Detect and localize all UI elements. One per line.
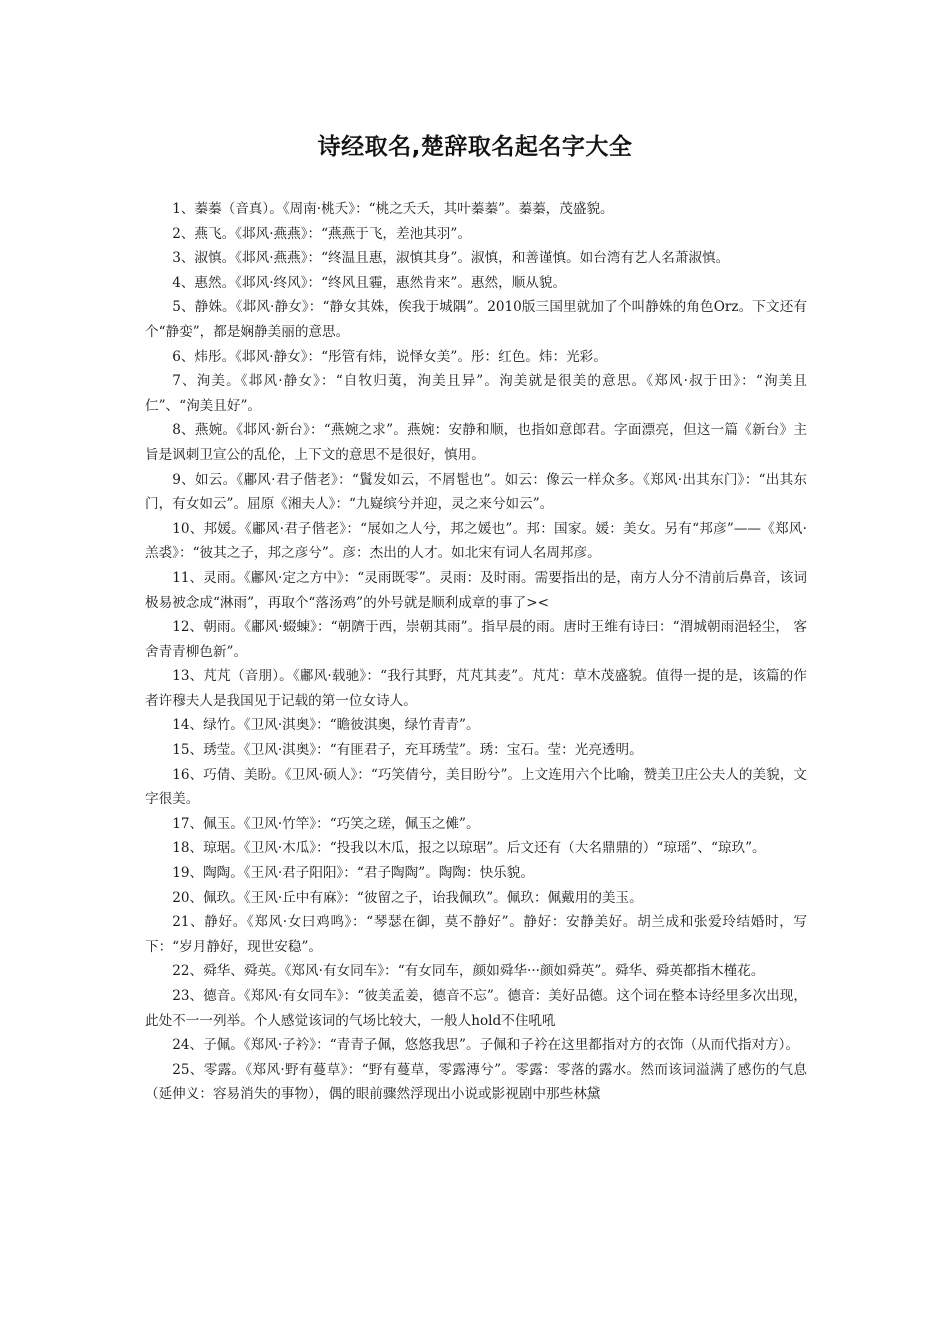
paragraph: 4、惠然。《邶风·终风》：“终风且霾，惠然肯来”。惠然，顺从貌。 bbox=[172, 274, 567, 291]
page-title: 诗经取名,楚辞取名起名字大全 bbox=[317, 134, 633, 160]
paragraph: 5、静姝。《邶风·静女》：“静女其姝，俟我于城隅”。2010版三国里就加了个叫静姝的角色Orz。下文还有个“静娈”，都是娴静美丽的意思。 bbox=[145, 299, 807, 340]
paragraph: 14、绿竹。《卫风·淇奥》：“瞻彼淇奥，绿竹青青”。 bbox=[172, 717, 480, 734]
paragraph: 16、巧倩、美盼。《卫风·硕人》：“巧笑倩兮，美目盼兮”。上文连用六个比喻，赞美卫庄公夫人的美貌，文字很美。 bbox=[145, 766, 807, 808]
paragraph: 19、陶陶。《王风·君子阳阳》：“君子陶陶”。陶陶：快乐貌。 bbox=[172, 865, 534, 882]
paragraph: 10、邦媛。《鄘风·君子偕老》：“展如之人兮，邦之媛也”。邦：国家。媛：美女。另有“邦彦”——《郑风·羔裘》：“彼其之子，邦之彦兮”。彦：杰出的人才。如北宋有词人名周邦彦。 bbox=[145, 520, 807, 562]
paragraph: 25、零露。《郑风·野有蔓草》：“野有蔓草，零露漙兮”。零露：零落的露水。然而该词溢满了感伤的气息（延伸义：容易消失的事物），偶的眼前骤然浮现出小说或影视剧中那些林黛 bbox=[145, 1061, 807, 1103]
paragraph: 11、灵雨。《鄘风·定之方中》：“灵雨既零”。灵雨：及时雨。需要指出的是，南方人分不清前后鼻音，该词极易被念成“淋雨”，再取个“落汤鸡”的外号就是顺利成章的事了>< bbox=[145, 569, 807, 611]
paragraph: 7、洵美。《邶风·静女》：“自牧归荑，洵美且异”。洵美就是很美的意思。《郑风·叔于田》：“洵美且仁”、“洵美且好”。 bbox=[145, 373, 807, 414]
paragraph: 18、琼琚。《卫风·木瓜》：“投我以木瓜，报之以琼琚”。后文还有（大名鼎鼎的）“琼瑶”、“琼玖”。 bbox=[172, 840, 766, 857]
paragraph: 20、佩玖。《王风·丘中有麻》：“彼留之子，诒我佩玖”。佩玖：佩戴用的美玉。 bbox=[172, 889, 643, 906]
paragraph: 23、德音。《郑风·有女同车》：“彼美孟姜，德音不忘”。德音：美好品德。这个词在整本诗经里多次出现，此处不一一列举。个人感觉该词的气场比较大，一般人hold不住吼吼 bbox=[145, 988, 807, 1029]
paragraph: 21、静好。《郑风·女曰鸡鸣》：“琴瑟在御，莫不静好”。静好：安静美好。胡兰成和张爱玲结婚时，写下：“岁月静好，现世安稳”。 bbox=[145, 914, 807, 955]
paragraph: 6、炜彤。《邶风·静女》：“彤管有炜，说怿女美”。彤：红色。炜：光彩。 bbox=[172, 348, 607, 365]
paragraph: 24、子佩。《郑风·子衿》：“青青子佩，悠悠我思”。子佩和子衿在这里都指对方的衣饰（从而代指对方）。 bbox=[172, 1037, 800, 1054]
paragraph: 8、燕婉。《邶风·新台》：“燕婉之求”。燕婉：安静和顺，也指如意郎君。字面漂亮，但这一篇《新台》主旨是讽刺卫宣公的乱伦，上下文的意思不是很好，慎用。 bbox=[145, 422, 807, 463]
paragraph: 22、舜华、舜英。《郑风·有女同车》：“有女同车，颜如舜华···颜如舜英”。舜华、舜英都指木槿花。 bbox=[172, 963, 765, 980]
paragraph: 9、如云。《鄘风·君子偕老》：“鬒发如云，不屑髢也”。如云：像云一样众多。《郑风·出其东门》：“出其东门，有女如云”。屈原《湘夫人》：“九嶷缤兮并迎，灵之来兮如云”。 bbox=[145, 471, 807, 513]
paragraph: 1、蓁蓁（音真）。《周南·桃夭》：“桃之夭夭，其叶蓁蓁”。蓁蓁，茂盛貌。 bbox=[172, 201, 614, 217]
paragraph: 15、琇莹。《卫风·淇奥》：“有匪君子，充耳琇莹”。琇：宝石。莹：光亮透明。 bbox=[172, 742, 643, 759]
paragraph: 13、芃芃（音朋）。《鄘风·载驰》：“我行其野，芃芃其麦”。芃芃：草木茂盛貌。值得一提的是，该篇的作者许穆夫人是我国见于记载的第一位女诗人。 bbox=[145, 668, 807, 709]
paragraph: 3、淑慎。《邶风·燕燕》：“终温且惠，淑慎其身”。淑慎，和善谨慎。如台湾有艺人名萧淑慎。 bbox=[172, 250, 730, 267]
paragraph: 17、佩玉。《卫风·竹竿》：“巧笑之瑳，佩玉之傩”。 bbox=[172, 815, 480, 832]
paragraph: 12、朝雨。《鄘风·蝃蝀》：“朝隮于西，崇朝其雨”。指早晨的雨。唐时王维有诗曰：“渭城朝雨浥轻尘， 客舍青青柳色新”。 bbox=[145, 619, 807, 660]
paragraph: 2、燕飞。《邶风·燕燕》：“燕燕于飞，差池其羽”。 bbox=[172, 225, 471, 242]
document-body bbox=[145, 197, 807, 1107]
